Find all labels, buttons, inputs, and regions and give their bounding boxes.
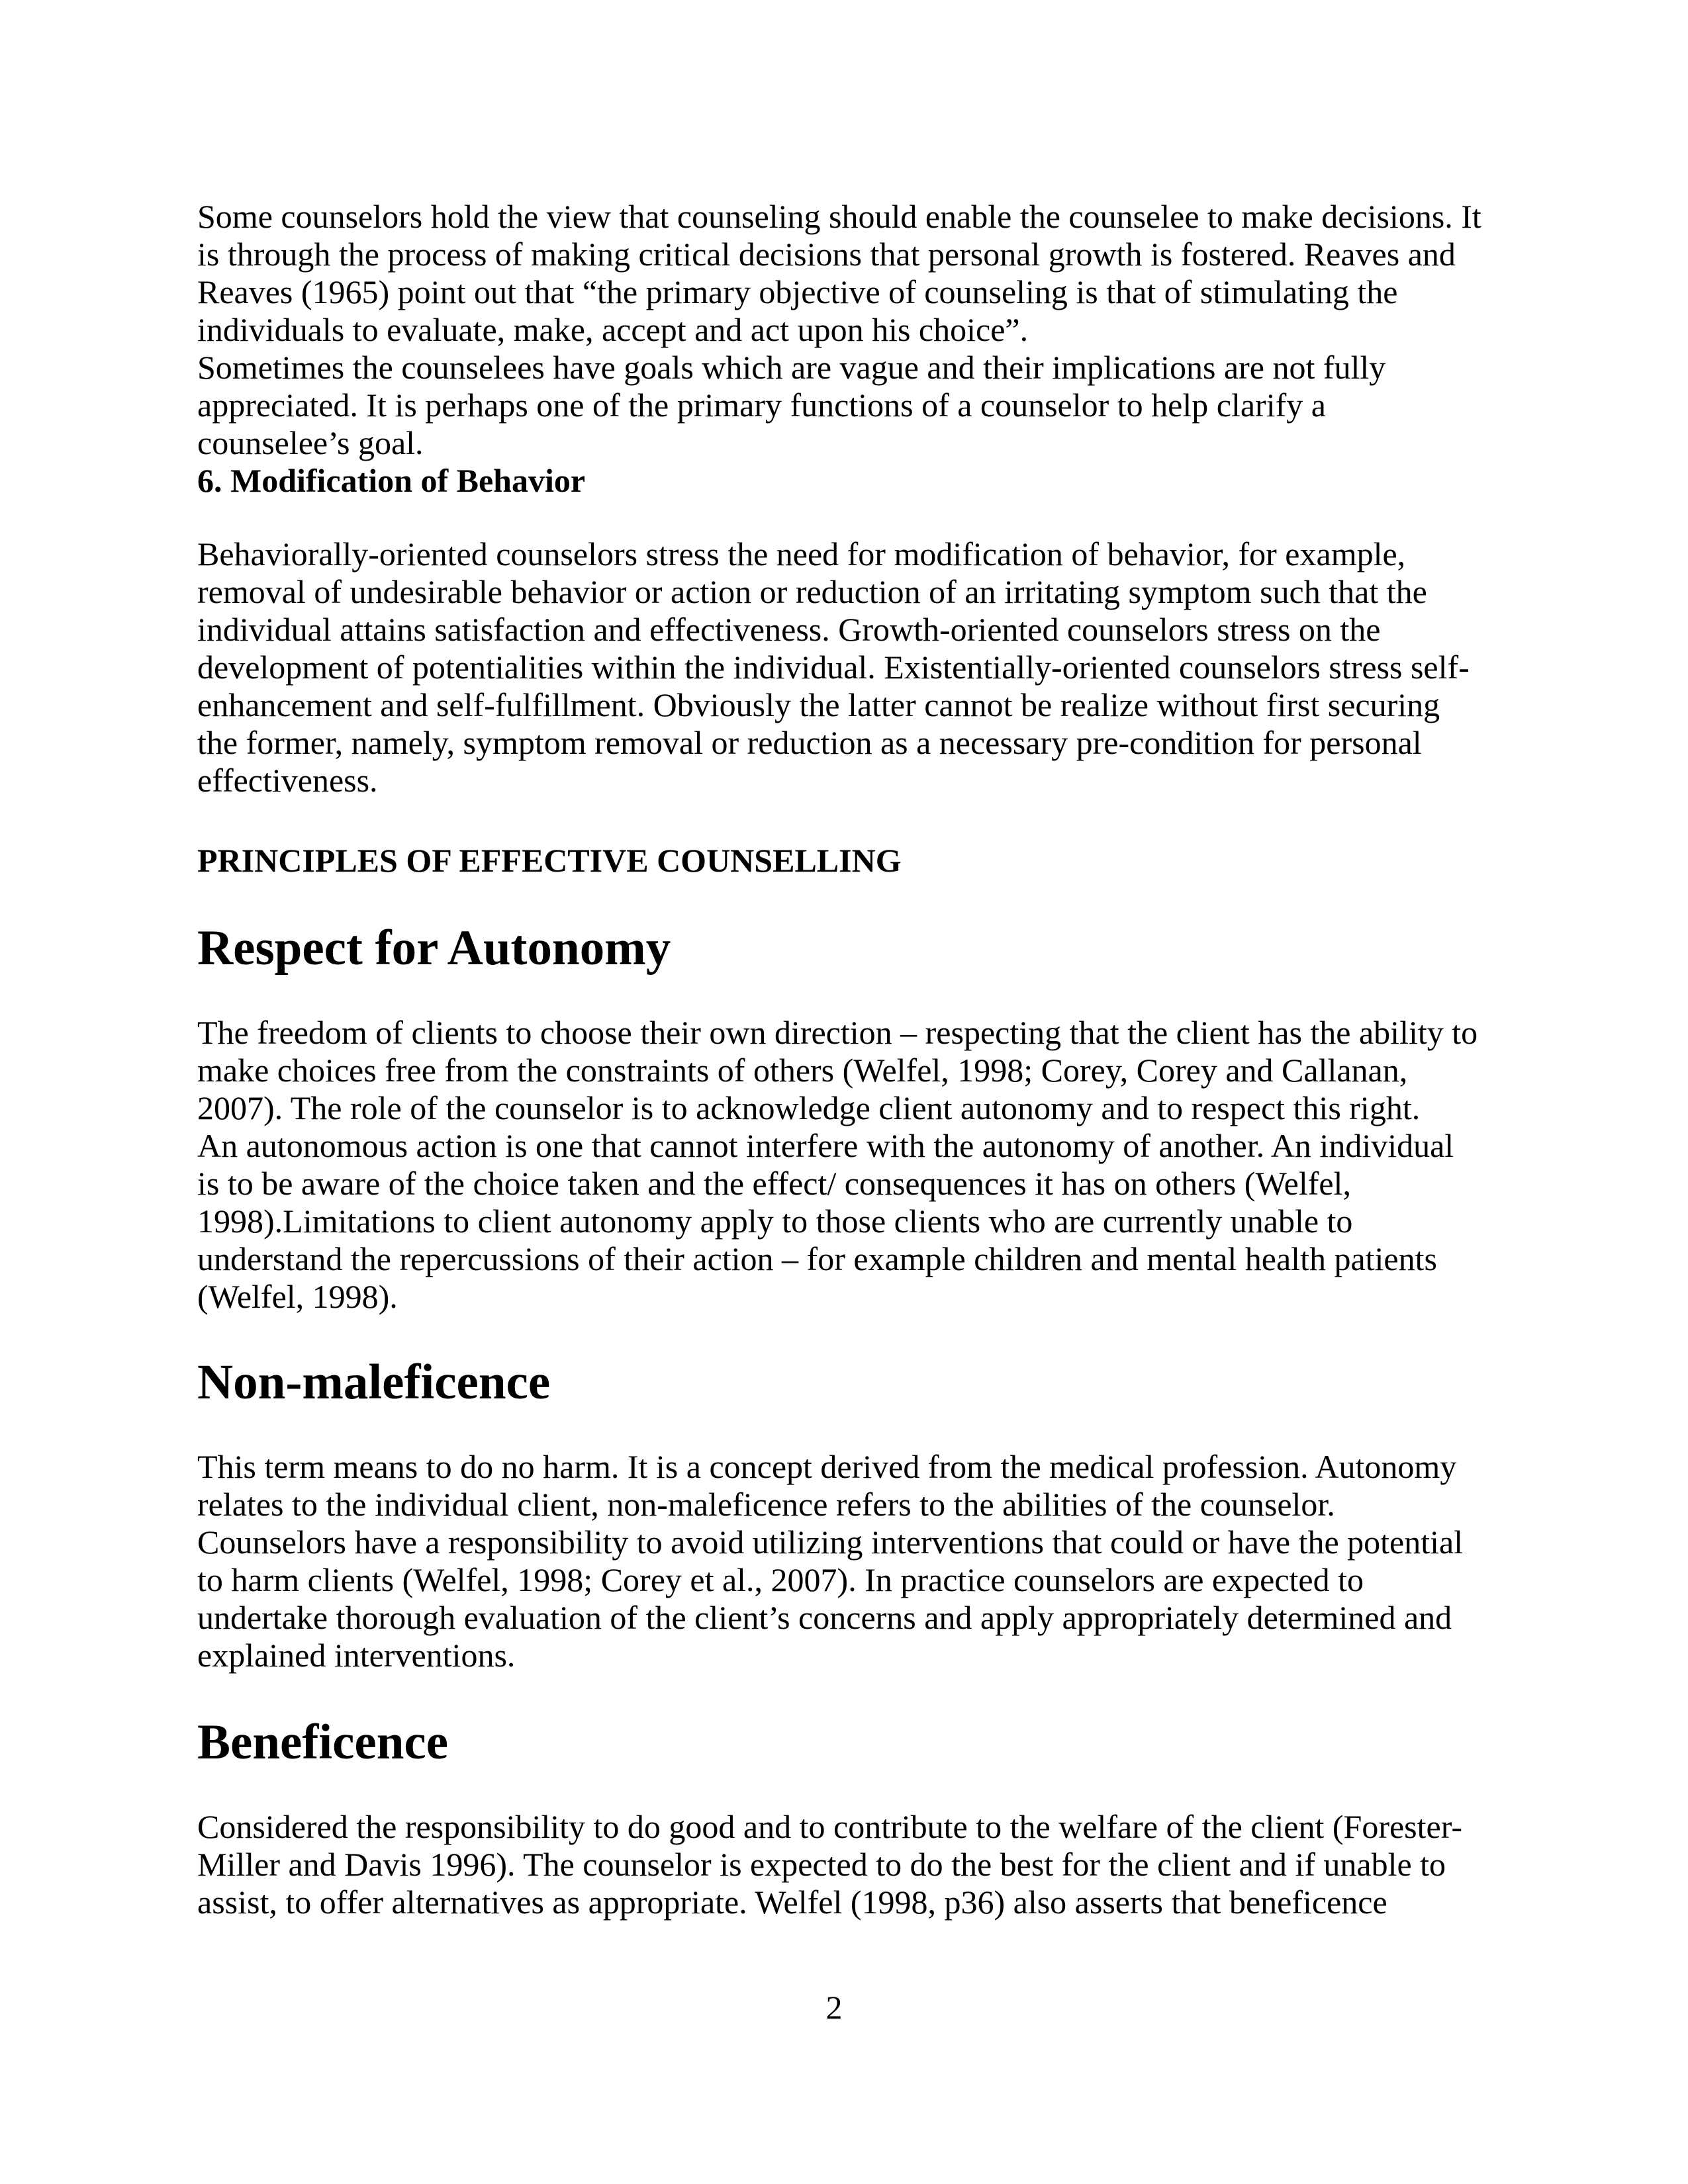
text-line: make choices free from the constraints of others (Welfel, 1998; Corey, Corey and Callanan,	[197, 1052, 1408, 1089]
text-line: Miller and Davis 1996). The counselor is expected to do the best for the client and if unable to	[197, 1846, 1446, 1883]
text-line: removal of undesirable behavior or action or reduction of an irritating symptom such that the	[197, 573, 1427, 610]
page-number: 2	[825, 1989, 843, 2026]
text-line: Sometimes the counselees have goals which are vague and their implications are not fully	[197, 349, 1386, 386]
text-line: effectiveness.	[197, 762, 378, 799]
text-line: The freedom of clients to choose their own direction – respecting that the client has the ability to	[197, 1014, 1478, 1051]
section-heading-modification: 6. Modification of Behavior	[197, 462, 586, 499]
text-line: appreciated. It is perhaps one of the primary functions of a counselor to help clarify a	[197, 387, 1326, 424]
text-line: enhancement and self-fulfillment. Obviously the latter cannot be realize without first securing	[197, 686, 1440, 723]
text-line: Behaviorally-oriented counselors stress the need for modification of behavior, for example,	[197, 535, 1406, 572]
modification-paragraph	[197, 535, 1521, 799]
text-line: individuals to evaluate, make, accept and act upon his choice”.	[197, 311, 1029, 348]
text-line: counselee’s goal.	[197, 424, 424, 461]
text-line: is to be aware of the choice taken and the effect/ consequences it has on others (Welfel,	[197, 1165, 1351, 1202]
text-line: the former, namely, symptom removal or reduction as a necessary pre-condition for personal	[197, 724, 1422, 761]
text-line: An autonomous action is one that cannot interfere with the autonomy of another. An individual	[197, 1127, 1454, 1164]
text-line: 2007). The role of the counselor is to acknowledge client autonomy and to respect this right.	[197, 1089, 1421, 1126]
text-line: relates to the individual client, non-maleficence refers to the abilities of the counselor.	[197, 1486, 1335, 1523]
beneficence-paragraph	[197, 1808, 1521, 1921]
text-line: individual attains satisfaction and effectiveness. Growth-oriented counselors stress on the	[197, 611, 1381, 648]
autonomy-paragraph	[197, 1014, 1521, 1316]
text-line: 1998).Limitations to client autonomy apply to those clients who are currently unable to	[197, 1203, 1353, 1240]
text-line: to harm clients (Welfel, 1998; Corey et al., 2007). In practice counselors are expected to	[197, 1561, 1364, 1598]
principles-heading	[197, 842, 1521, 880]
text-line: development of potentialities within the individual. Existentially-oriented counselors stress self-	[197, 649, 1470, 686]
intro-paragraphs	[197, 198, 1521, 500]
principles-heading-text: PRINCIPLES OF EFFECTIVE COUNSELLING	[197, 842, 902, 879]
text-line: understand the repercussions of their action – for example children and mental health patients	[197, 1240, 1437, 1277]
text-line: assist, to offer alternatives as appropriate. Welfel (1998, p36) also asserts that beneficence	[197, 1884, 1387, 1921]
text-line: Reaves (1965) point out that “the primary objective of counseling is that of stimulating the	[197, 273, 1398, 310]
autonomy-heading: Respect for Autonomy	[197, 921, 671, 976]
text-line: is through the process of making critical decisions that personal growth is fostered. Reaves and	[197, 236, 1456, 273]
text-line: explained interventions.	[197, 1637, 516, 1674]
text-line: Considered the responsibility to do good and to contribute to the welfare of the client (Forester-	[197, 1808, 1463, 1845]
nonmaleficence-heading: Non-maleficence	[197, 1355, 551, 1410]
nonmaleficence-paragraph	[197, 1448, 1521, 1674]
beneficence-heading: Beneficence	[197, 1715, 448, 1770]
text-line: undertake thorough evaluation of the client’s concerns and apply appropriately determined and	[197, 1599, 1452, 1636]
text-line: Some counselors hold the view that counseling should enable the counselee to make decisions. It	[197, 198, 1481, 235]
text-line: Counselors have a responsibility to avoid utilizing interventions that could or have the potential	[197, 1524, 1464, 1561]
text-line: This term means to do no harm. It is a concept derived from the medical profession. Autonomy	[197, 1448, 1457, 1485]
text-line: (Welfel, 1998).	[197, 1278, 398, 1315]
